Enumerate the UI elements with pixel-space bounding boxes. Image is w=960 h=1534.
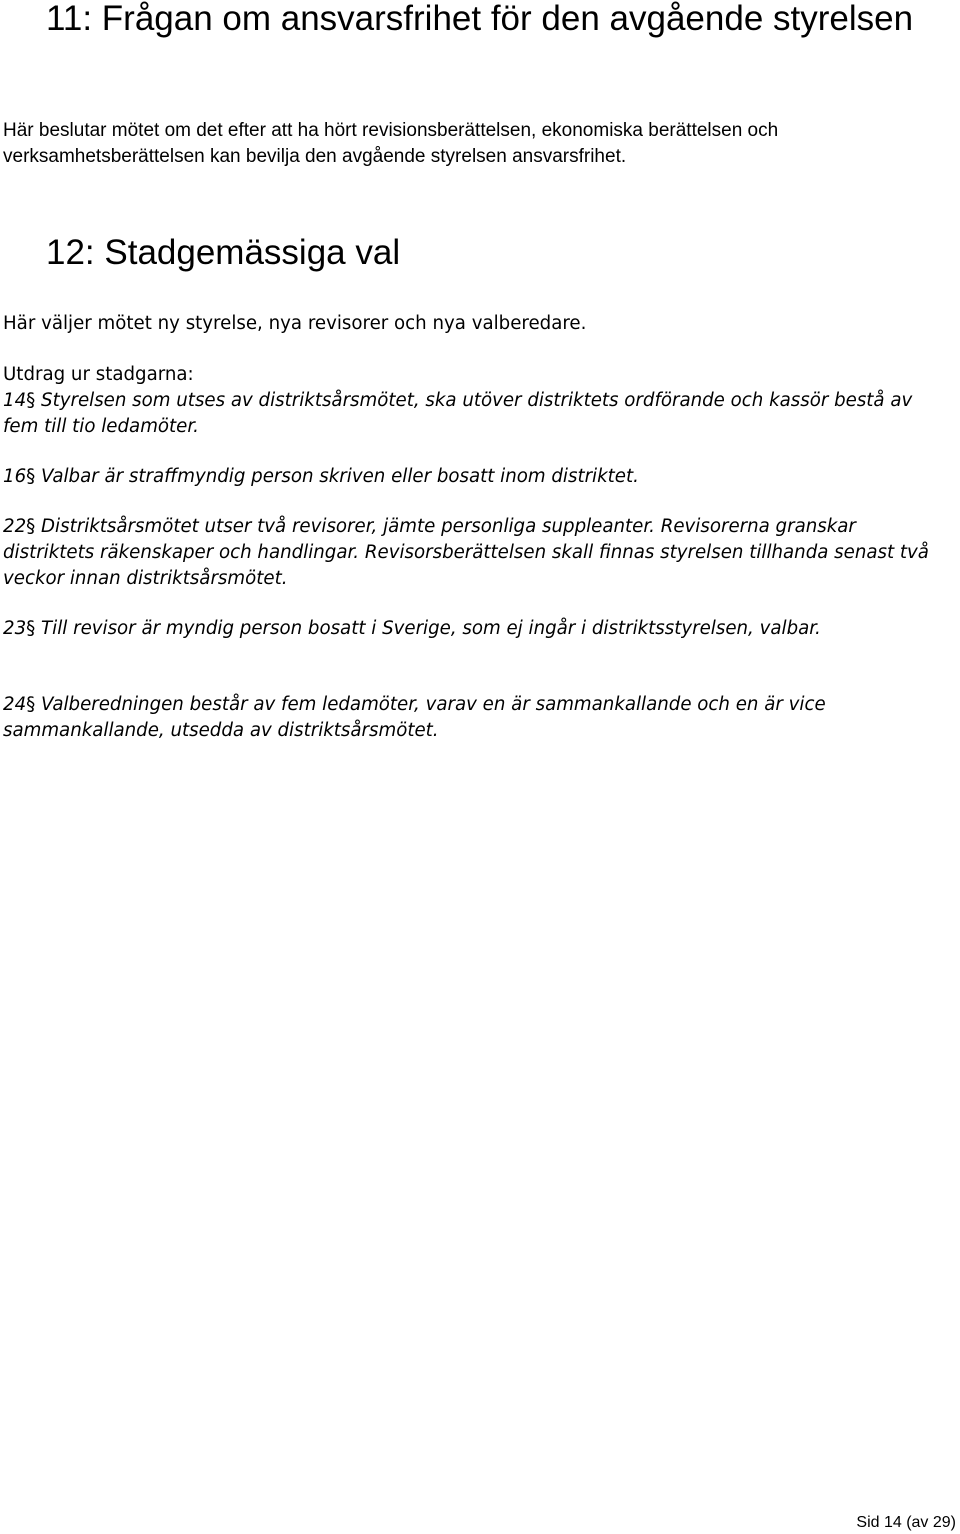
- section-sign: §: [26, 390, 36, 411]
- section-12-body: Här väljer mötet ny styrelse, nya revisorer och nya valberedare.: [3, 313, 587, 334]
- clause-24: [3, 692, 943, 744]
- clause-22: [3, 514, 943, 592]
- section-sign: §: [26, 466, 36, 487]
- clause-number: 22: [3, 516, 27, 537]
- section-sign: §: [26, 694, 36, 715]
- clause-text: Styrelsen som utses av distriktsårsmötet, ska utöver distriktets ordförande och kassör bestå av fem till tio ledamöter.: [3, 390, 913, 437]
- section-sign: §: [26, 516, 36, 537]
- clause-text: Valberedningen består av fem ledamöter, varav en är sammankallande och en är vice sammankallande, utsedda av distriktsårsmötet.: [3, 694, 826, 741]
- excerpt-label: Utdrag ur stadgarna:: [3, 364, 194, 385]
- clause-text: Valbar är straffmyndig person skriven eller bosatt inom distriktet.: [41, 466, 639, 487]
- clause-text: Till revisor är myndig person bosatt i Sverige, som ej ingår i distriktsstyrelsen, valbar.: [41, 618, 821, 639]
- section-11-body: Här beslutar mötet om det efter att ha hört revisionsberättelsen, ekonomiska berättelsen och verksamhetsberättelsen kan bevilja den avgående styrelsen ansvarsfrihet.: [3, 120, 779, 167]
- clause-14: [3, 388, 943, 440]
- page-number: Sid 14 (av 29): [856, 1514, 956, 1531]
- clause-number: 16: [3, 466, 27, 487]
- clause-number: 23: [3, 618, 27, 639]
- clause-16: [3, 464, 943, 490]
- section-12-heading: 12: Stadgemässiga val: [46, 233, 401, 272]
- clause-number: 14: [3, 390, 27, 411]
- section-11-heading: 11: Frågan om ansvarsfrihet för den avgående styrelsen: [46, 0, 914, 38]
- clause-number: 24: [3, 694, 27, 715]
- clause-text: Distriktsårsmötet utser två revisorer, jämte personliga suppleanter. Revisorerna granskar distriktets räkenskaper och handlingar. Revisorsberättelsen skall finnas styrelsen tillhanda senast två veckor innan distriktsårsmötet.: [3, 516, 929, 589]
- section-sign: §: [26, 618, 36, 639]
- clause-23: [3, 616, 943, 642]
